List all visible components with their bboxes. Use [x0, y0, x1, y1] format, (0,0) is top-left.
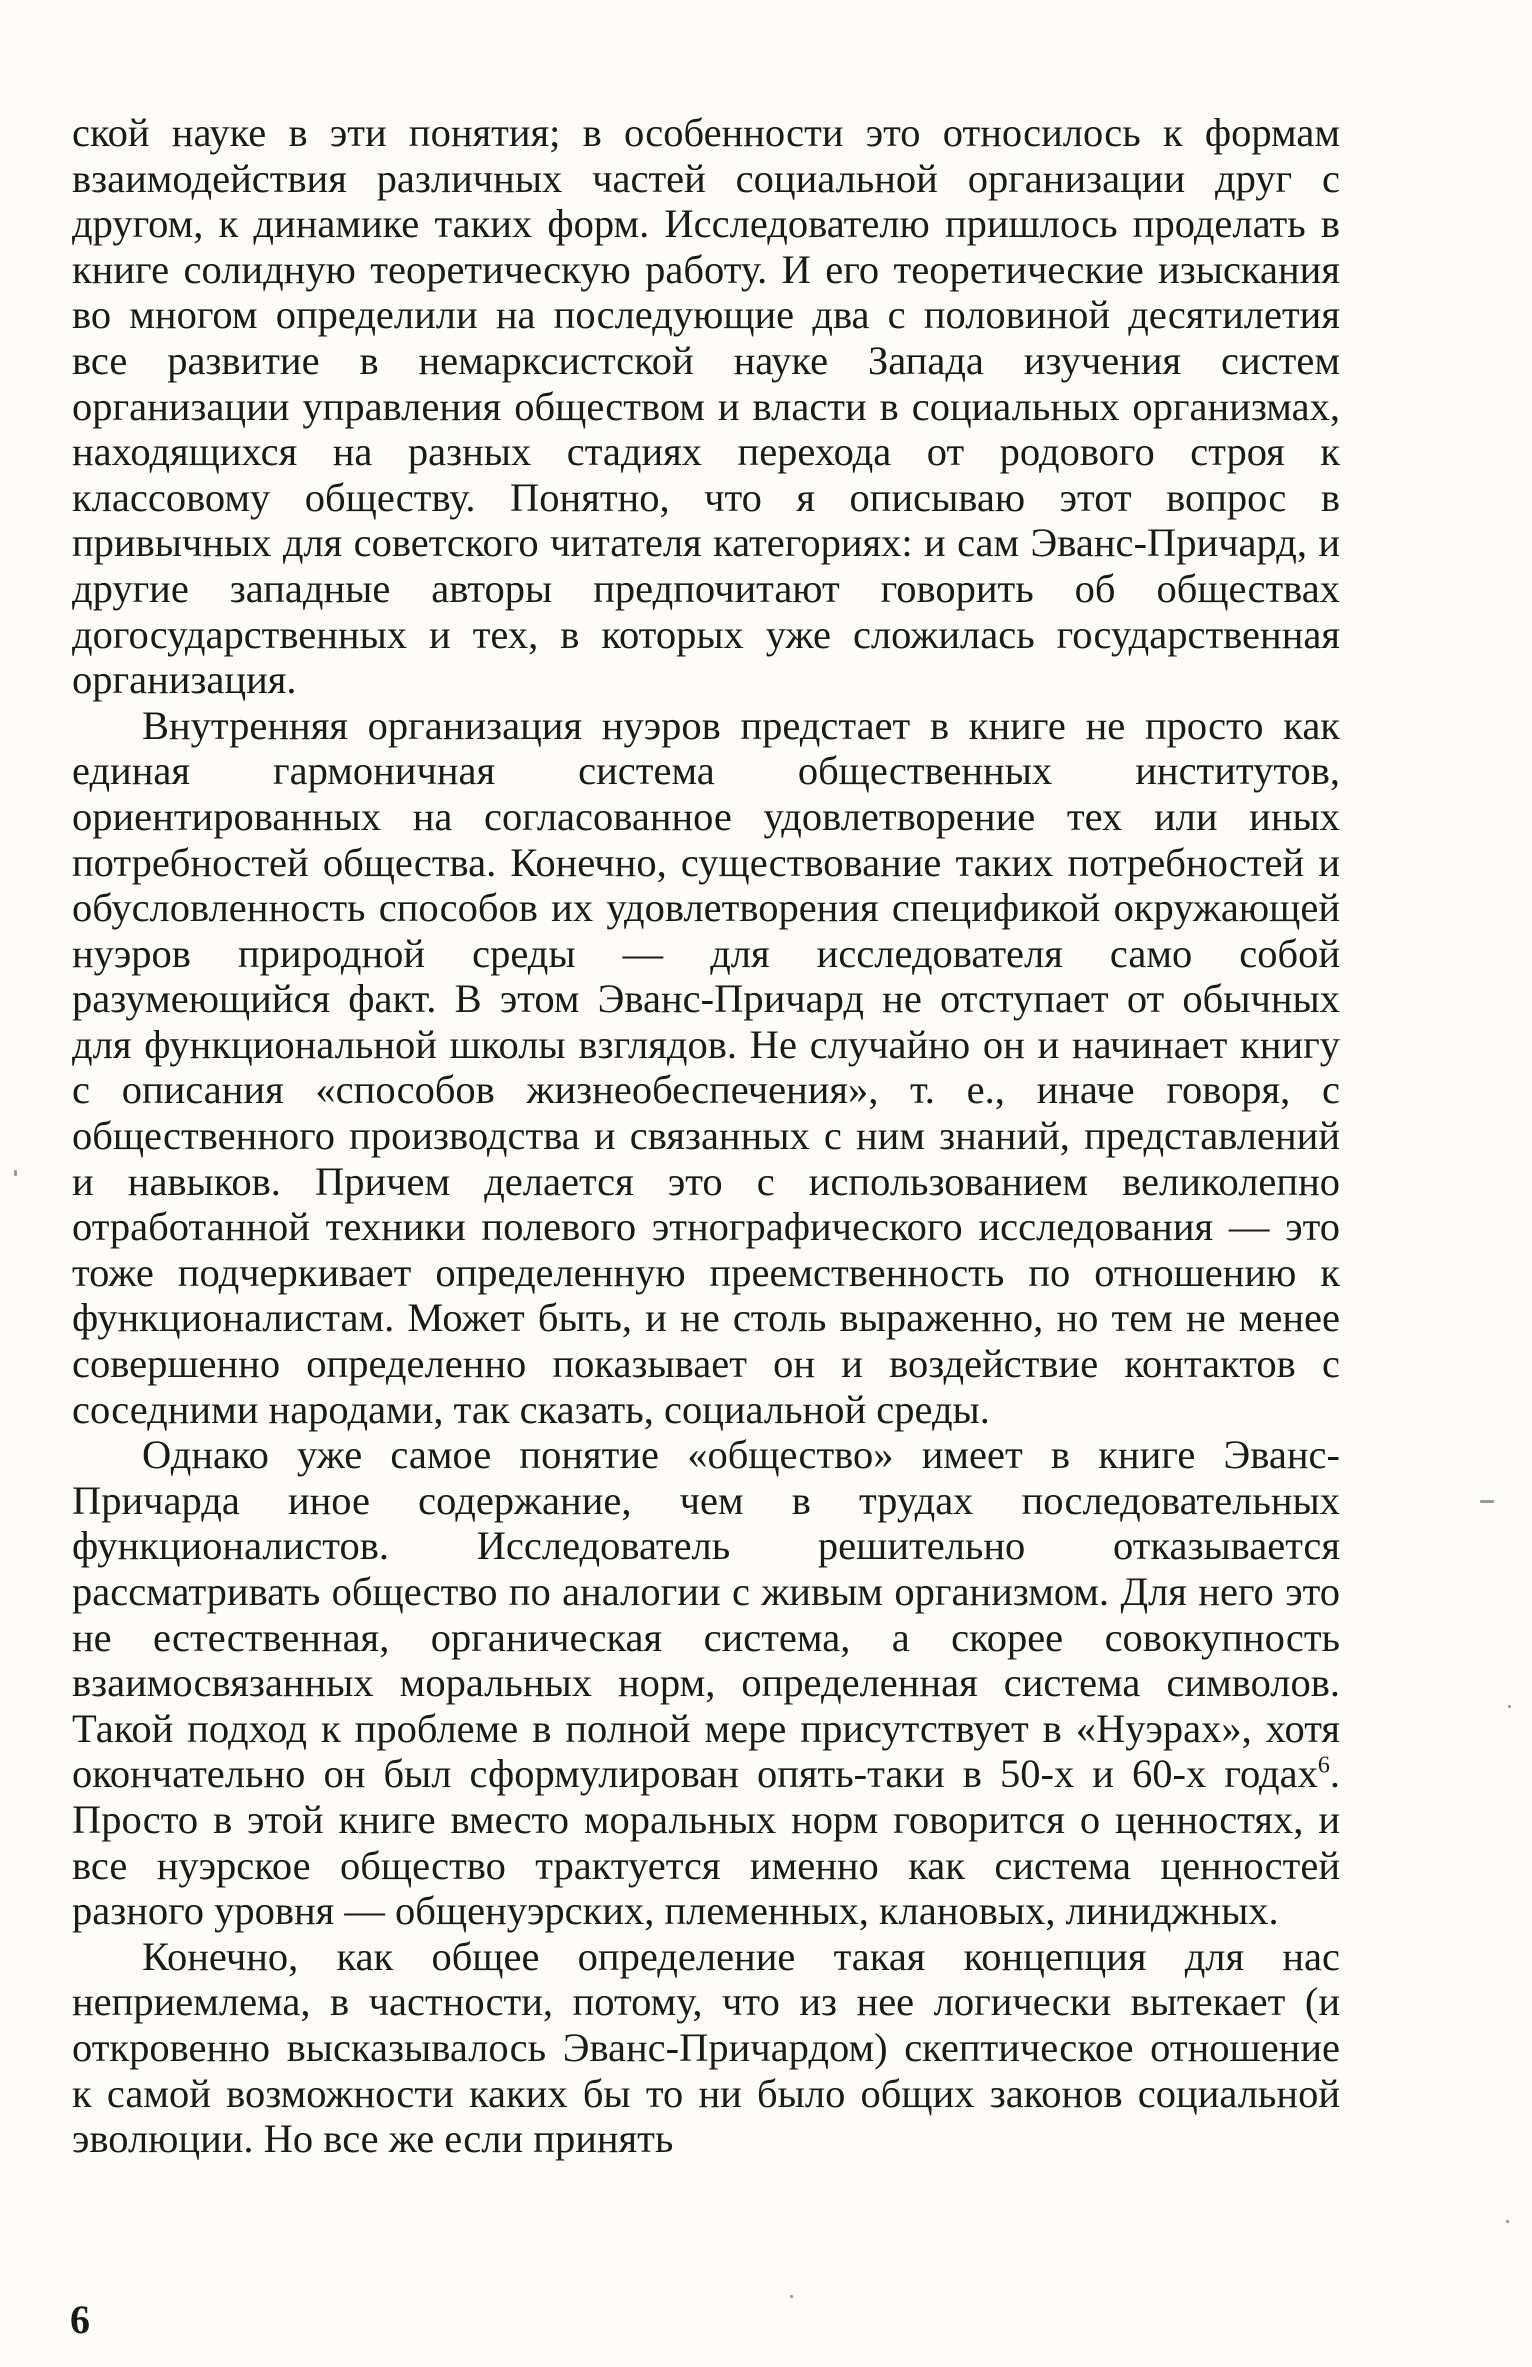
paragraph-3-text-after-footnote: . Просто в этой книге вместо моральных норм говорится о ценностях, и все нуэрское общество трактуется именно как система ценностей разного уровня — общенуэрских, племенных, клановых, линиджных.: [72, 1751, 1340, 1934]
body-text: [72, 110, 1340, 2162]
scan-speck: [790, 2295, 793, 2298]
footnote-reference[interactable]: 6: [1317, 1752, 1330, 1779]
paragraph-4: Конечно, как общее определение такая концепция для нас неприемлема, в частности, потому, что из нее логически вытекает (и откровенно высказывалось Эванс-Причардом) скептическое отношение к самой возможности каких бы то ни было общих законов социальной эволюции. Но все же если принять: [72, 1933, 1340, 2162]
paragraph-2: Внутренняя организация нуэров предстает в книге не просто как единая гармоничная система общественных институтов, ориентированных на согласованное удовлетворение тех или иных потребностей общества. Конечно, существование таких потребностей и обусловленность способов их удовлетворения спецификой окружающей нуэров природной среды — для исследователя само собой разумеющийся факт. В этом Эванс-Причард не отступает от обычных для функциональной школы взглядов. Не случайно он и начинает книгу с описания «способов жизнеобеспечения», т. е., иначе говоря, с общественного производства и связанных с ним знаний, представлений и навыков. Причем делается это с использованием великолепно отработанной техники полевого этнографического исследования — это тоже подчеркивает определенную преемственность по отношению к функционалистам. Может быть, и не столь выраженно, но тем не менее совершенно определенно показывает он и воздействие контактов с соседними народами, так сказать, социальной среды.: [72, 702, 1340, 1432]
paragraph-3: [72, 1432, 1340, 1934]
scan-speck: [1508, 1705, 1511, 1708]
paragraph-1: ской науке в эти понятия; в особенности это относилось к формам взаимодействия различных частей социальной организации друг с другом, к динамике таких форм. Исследователю пришлось проделать в книге солидную теоретическую работу. И его теоретические изыскания во многом определили на последующие два с половиной десятилетия все развитие в немарксистской науке Запада изучения систем организации управления обществом и власти в социальных организмах, находящихся на разных стадиях перехода от родового строя к классовому обществу. Понятно, что я описываю этот вопрос в привычных для советского читателя категориях: и сам Эванс-Причард, и другие западные авторы предпочитают говорить об обществах догосударственных и тех, в которых уже сложилась государственная организация.: [72, 110, 1340, 703]
page-number: 6: [70, 2297, 90, 2342]
scan-speck: [1506, 2220, 1509, 2223]
scan-speck: [1480, 1500, 1494, 1503]
scan-speck: [14, 1170, 17, 1176]
paragraph-3-text-before-footnote: Однако уже самое понятие «общество» имеет в книге Эванс-Причарда иное содержание, чем в трудах последовательных функционалистов. Исследователь решительно отказывается рассматривать общество по аналогии с живым организмом. Для него это не естественная, органическая система, а скорее совокупность взаимосвязанных моральных норм, определенная система символов. Такой подход к проблеме в полной мере присутствует в «Нуэрах», хотя окончательно он был сформулирован опять-таки в 50-х и 60-х годах: [72, 1432, 1340, 1797]
